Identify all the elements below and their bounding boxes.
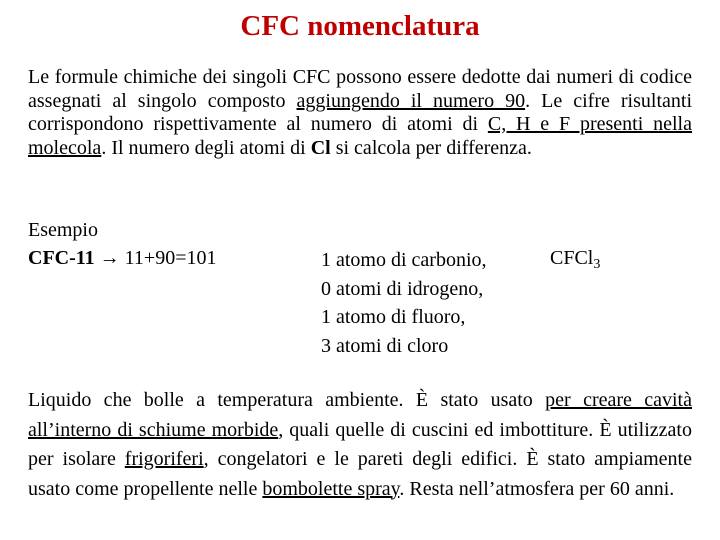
intro-text-1: Le formule chimiche dei singoli CFC possono essere dedotte dai numeri di codice assegnati al singolo composto (28, 66, 692, 112)
intro-paragraph (28, 66, 692, 160)
intro-underline-1: aggiungendo il numero 90 (296, 89, 526, 112)
chemical-formula (550, 246, 600, 277)
atom-line-hydrogen: 0 atomi di idrogeno, (321, 277, 484, 300)
example-calculation (28, 246, 217, 270)
desc-underline-3: bombolette spray (262, 477, 400, 500)
description-paragraph (28, 386, 692, 504)
intro-underline-2: C, H e F presenti nella molecola (28, 113, 692, 159)
desc-text-4: . Resta nell’atmosfera per 60 anni. (399, 477, 675, 500)
formula-main: CFCl (550, 247, 594, 269)
page-title: CFC nomenclatura (240, 10, 480, 42)
atom-list (321, 246, 487, 360)
example-calc: 11+90=101 (124, 247, 217, 269)
desc-text-2: , quali quelle di cuscini ed imbottiture. È utilizzato per isolare (28, 418, 692, 470)
intro-text-4: si calcola per differenza. (330, 136, 532, 159)
intro-text-2: . Le cifre risultanti corrispondono rispettivamente al numero di atomi di (28, 89, 693, 135)
desc-text-1: Liquido che bolle a temperatura ambiente. È stato usato (28, 389, 546, 411)
atom-line-carbon: 1 atomo di carbonio, (321, 249, 487, 271)
intro-bold-cl: Cl (310, 136, 331, 159)
atom-line-fluorine: 1 atomo di fluoro, (321, 306, 466, 328)
formula-subscript: 3 (593, 257, 601, 272)
desc-underline-2: frigoriferi (124, 448, 204, 470)
example-label: Esempio (28, 219, 98, 241)
desc-text-3: , congelatori e le pareti degli edifici. È stato ampiamente usato come propellente nelle (28, 448, 692, 500)
example-arrow: → (94, 247, 125, 269)
atom-line-chlorine: 3 atomi di cloro (321, 334, 449, 357)
desc-underline-1: per creare cavità all’interno di schiume morbide (28, 389, 692, 441)
example-code: CFC-11 (28, 247, 95, 269)
intro-text-3: . Il numero degli atomi di (101, 136, 311, 159)
